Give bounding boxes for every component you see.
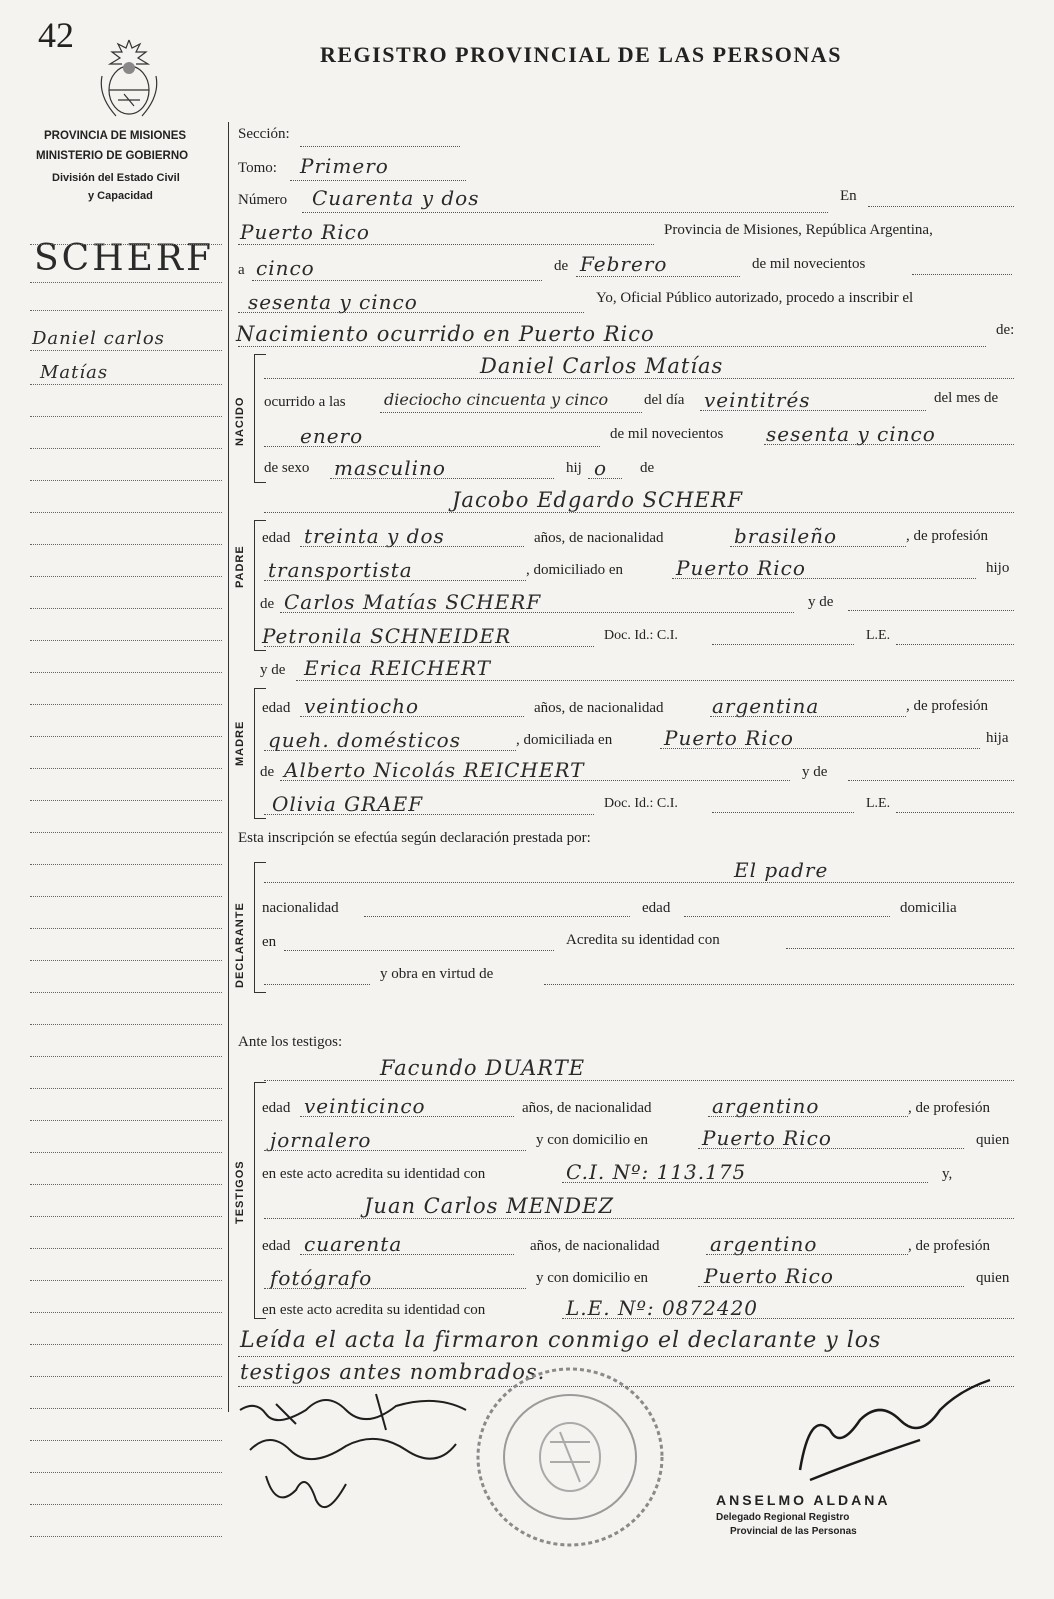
official-name: ANSELMO ALDANA [716, 1492, 891, 1508]
label-en: En [840, 188, 857, 204]
signature-official-icon [780, 1370, 1000, 1490]
label-edad-decl: edad [642, 900, 671, 916]
value-padre-dom: Puerto Rico [676, 556, 806, 580]
value-padre-padre: Carlos Matías SCHERF [284, 590, 542, 614]
label-de-madre-padre: de [260, 764, 275, 780]
label-de-2: de [640, 460, 655, 476]
signatures-left-icon [236, 1380, 496, 1530]
issuer-line-4: y Capacidad [88, 190, 153, 202]
label-de-mil-novecientos: de mil novecientos [752, 256, 866, 272]
value-t2-edad: cuarenta [304, 1232, 403, 1256]
label-y-de-madre-2: y de [802, 764, 828, 780]
section-label-nacido: NACIDO [234, 396, 246, 446]
value-dia-nac: veintitrés [704, 388, 811, 412]
label-hija: hija [986, 730, 1009, 746]
value-madre-prof: queh. domésticos [268, 728, 461, 752]
value-hij-suffix: o [594, 456, 608, 480]
label-con-domicilio-t1: y con domicilio en [536, 1132, 649, 1148]
label-profesion-madre: , de profesión [906, 698, 989, 714]
official-role-1: Delegado Regional Registro [716, 1512, 850, 1523]
issuer-line-3: División del Estado Civil [52, 172, 180, 184]
section-label-testigos: TESTIGOS [234, 1160, 246, 1224]
label-hijo: hijo [986, 560, 1010, 576]
label-anios-nac-t2: años, de nacionalidad [530, 1238, 660, 1254]
label-numero: Número [238, 192, 288, 208]
issuer-line-1: PROVINCIA DE MISIONES [44, 130, 187, 142]
value-sexo: masculino [334, 456, 446, 480]
section-label-madre: MADRE [234, 720, 246, 766]
label-domiciliado-en: , domiciliado en [526, 562, 624, 578]
value-t2-doc: L.E. Nº: 0872420 [566, 1296, 759, 1320]
label-doc-id-padre: Doc. Id.: C.I. [604, 628, 678, 643]
value-testigo-1: Facundo DUARTE [380, 1056, 586, 1080]
value-declarante: El padre [734, 858, 829, 882]
label-con-domicilio-t2: y con domicilio en [536, 1270, 649, 1286]
value-numero: Cuarenta y dos [312, 186, 480, 210]
label-y-de-padre: y de [808, 594, 834, 610]
label-le-madre: L.E. [866, 796, 891, 811]
label-quien-t1: quien [976, 1132, 1010, 1148]
label-ocurrido-a-las: ocurrido a las [264, 394, 346, 410]
label-anios-nac-padre: años, de nacionalidad [534, 530, 664, 546]
value-t1-edad: veinticinco [304, 1094, 426, 1118]
issuer-line-2: MINISTERIO DE GOBIERNO [36, 150, 189, 162]
value-acto: Nacimiento ocurrido en Puerto Rico [236, 322, 655, 346]
form-left-border [228, 122, 229, 1412]
label-edad-t2: edad [262, 1238, 291, 1254]
margin-given-1: Daniel carlos [32, 328, 165, 349]
label-tomo: Tomo: [238, 160, 277, 176]
label-de: de [554, 258, 569, 274]
label-y-de-madre: y de [260, 662, 286, 678]
coat-of-arms-icon [96, 36, 162, 120]
margin-given-2: Matías [40, 362, 109, 383]
label-edad-padre: edad [262, 530, 291, 546]
label-acto-acredita-t1: en este acto acredita su identidad con [262, 1166, 486, 1182]
label-domiciliada-en: , domiciliada en [516, 732, 613, 748]
label-doc-id-madre: Doc. Id.: C.I. [604, 796, 678, 811]
label-seccion: Sección: [238, 126, 290, 142]
value-nacido-nombre: Daniel Carlos Matías [480, 354, 724, 378]
official-seal-icon [470, 1362, 670, 1552]
value-padre-madre: Petronila SCHNEIDER [262, 624, 512, 648]
label-provincia: Provincia de Misiones, República Argentina, [664, 222, 933, 238]
value-anio-nac: sesenta y cinco [766, 422, 936, 446]
value-t2-prof: fotógrafo [270, 1266, 373, 1290]
value-t1-nac: argentino [712, 1094, 820, 1118]
value-testigo-2: Juan Carlos MENDEZ [364, 1194, 615, 1218]
label-de-mil-nov-2: de mil novecientos [610, 426, 724, 442]
label-de-sexo: de sexo [264, 460, 310, 476]
margin-surname: SCHERF [34, 238, 214, 279]
label-le-padre: L.E. [866, 628, 891, 643]
value-madre-madre: Olivia GRAEF [272, 792, 424, 816]
label-ante-testigos: Ante los testigos: [238, 1034, 343, 1050]
value-anio: sesenta y cinco [248, 290, 418, 314]
closing-line-1: Leída el acta la firmaron conmigo el declarante y los [240, 1328, 882, 1353]
label-de-colon: de: [996, 322, 1015, 338]
value-mes-nac: enero [300, 424, 364, 448]
value-madre-nombre: Erica REICHERT [304, 656, 491, 680]
label-anios-nac-t1: años, de nacionalidad [522, 1100, 652, 1116]
official-role-2: Provincial de las Personas [730, 1526, 857, 1537]
value-hora: dieciocho cincuenta y cinco [384, 390, 609, 409]
label-yo-oficial: Yo, Oficial Público autorizado, procedo a inscribir el [596, 290, 914, 306]
value-mes: Febrero [580, 252, 668, 276]
value-t1-dom: Puerto Rico [702, 1126, 832, 1150]
closing-line-2: testigos antes nombrados. [240, 1360, 546, 1384]
label-obra-virtud: y obra en virtud de [380, 966, 494, 982]
label-del-mes-de: del mes de [934, 390, 999, 406]
label-anios-nac-madre: años, de nacionalidad [534, 700, 664, 716]
value-t2-dom: Puerto Rico [704, 1264, 834, 1288]
label-profesion-t1: , de profesión [908, 1100, 991, 1116]
value-t2-nac: argentino [710, 1232, 818, 1256]
label-edad-t1: edad [262, 1100, 291, 1116]
value-madre-padre: Alberto Nicolás REICHERT [284, 758, 585, 782]
value-madre-edad: veintiocho [304, 694, 420, 718]
value-madre-dom: Puerto Rico [664, 726, 794, 750]
value-padre-nombre: Jacobo Edgardo SCHERF [452, 488, 744, 512]
value-t1-prof: jornalero [270, 1128, 372, 1152]
value-dia: cinco [256, 256, 315, 280]
label-edad-madre: edad [262, 700, 291, 716]
label-de-padre-padre: de [260, 596, 275, 612]
value-padre-prof: transportista [268, 558, 413, 582]
label-quien-t2: quien [976, 1270, 1010, 1286]
value-t1-doc: C.I. Nº: 113.175 [566, 1160, 747, 1184]
label-acto-acredita-t2: en este acto acredita su identidad con [262, 1302, 486, 1318]
label-del-dia: del día [644, 392, 685, 408]
label-a: a [238, 262, 245, 278]
section-label-declarante: DECLARANTE [234, 902, 246, 988]
label-profesion-padre: , de profesión [906, 528, 989, 544]
value-padre-edad: treinta y dos [304, 524, 445, 548]
document-title: REGISTRO PROVINCIAL DE LAS PERSONAS [320, 42, 842, 67]
value-madre-nac: argentina [712, 694, 820, 718]
value-lugar: Puerto Rico [240, 220, 370, 244]
label-profesion-t2: , de profesión [908, 1238, 991, 1254]
value-tomo: Primero [300, 154, 389, 178]
label-domicilia: domicilia [900, 900, 957, 916]
document-number: 42 [38, 15, 74, 55]
label-nacionalidad-decl: nacionalidad [262, 900, 339, 916]
label-hij: hij [566, 460, 582, 476]
label-declaracion: Esta inscripción se efectúa según declaración prestada por: [238, 830, 591, 846]
label-en-decl: en [262, 934, 277, 950]
label-y-comma: y, [942, 1166, 953, 1182]
label-acredita: Acredita su identidad con [566, 932, 720, 948]
section-label-padre: PADRE [234, 545, 246, 588]
value-padre-nac: brasileño [734, 524, 838, 548]
